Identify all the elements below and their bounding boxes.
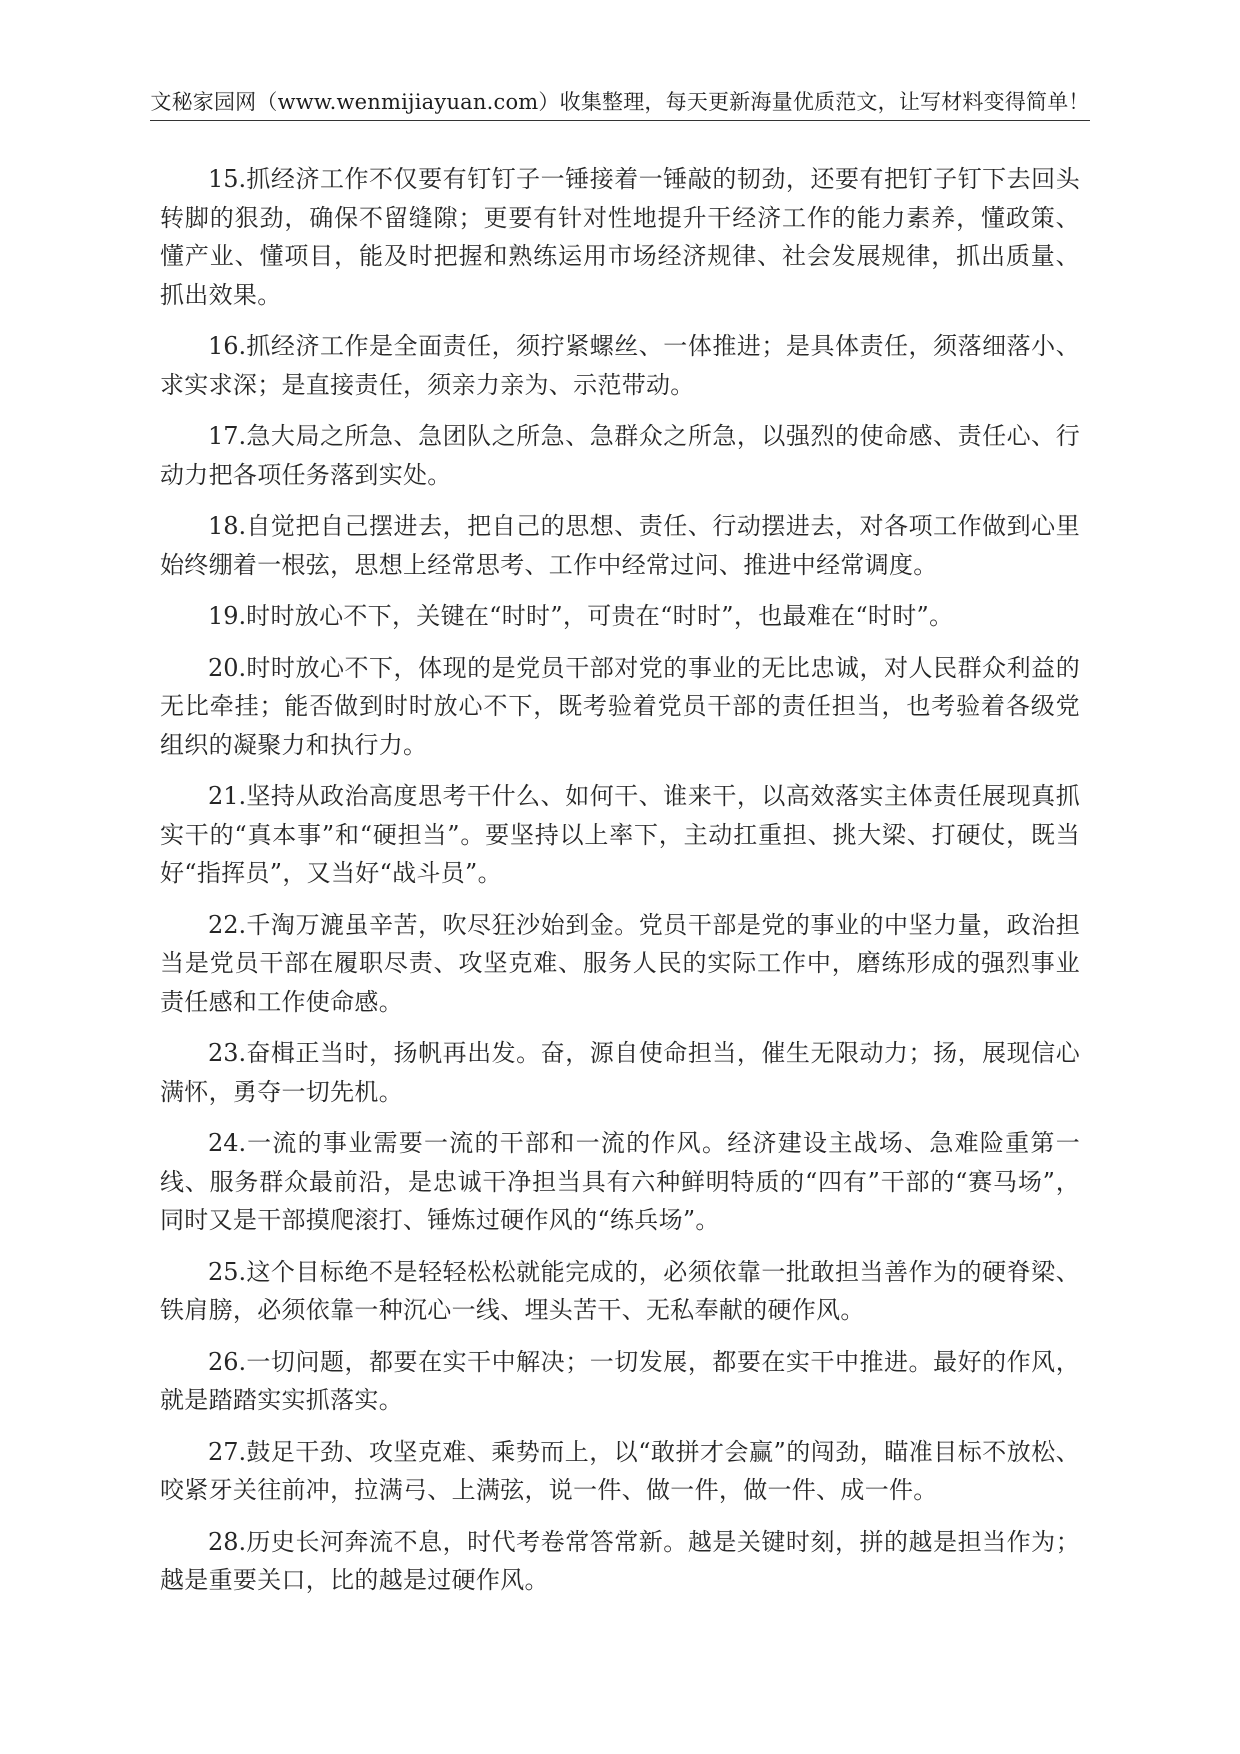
paragraph-text: 抓经济工作不仅要有钉钉子一锤接着一锤敲的韧劲，还要有把钉子钉下去回头转脚的狠劲，确保不留缝隙；更要有针对性地提升干经济工作的能力素养，懂政策、懂产业、懂项目，能及时把握和熟练运用市场经济规律、社会发展规律，抓出质量、抓出效果。 (160, 165, 1080, 309)
paragraph-17 (160, 417, 1080, 494)
paragraph-number: 26. (208, 1347, 247, 1376)
paragraph-text: 坚持从政治高度思考干什么、如何干、谁来干，以高效落实主体责任展现真抓实干的“真本事”和“硬担当”。要坚持以上率下，主动扛重担、挑大梁、打硬仗，既当好“指挥员”，又当好“战斗员”。 (160, 782, 1080, 887)
paragraph-number: 17. (208, 422, 247, 450)
paragraph-18 (160, 507, 1080, 584)
paragraph-text: 时时放心不下，关键在“时时”，可贵在“时时”，也最难在“时时”。 (246, 602, 954, 630)
paragraph-number: 22. (208, 910, 247, 939)
paragraph-text: 一切问题，都要在实干中解决；一切发展，都要在实干中推进。最好的作风，就是踏踏实实抓落实。 (160, 1347, 1080, 1414)
paragraph-number: 16. (208, 332, 247, 360)
paragraph-26 (160, 1343, 1080, 1420)
paragraph-20 (160, 649, 1080, 765)
paragraph-text: 自觉把自己摆进去，把自己的思想、责任、行动摆进去，对各项工作做到心里始终绷着一根弦，思想上经常思考、工作中经常过问、推进中经常调度。 (160, 512, 1080, 579)
paragraph-21 (160, 777, 1080, 893)
paragraph-number: 28. (208, 1527, 247, 1556)
paragraph-27 (160, 1433, 1080, 1510)
paragraph-number: 25. (208, 1257, 247, 1286)
paragraph-text: 一流的事业需要一流的干部和一流的作风。经济建设主战场、急难险重第一线、服务群众最前沿，是忠诚干净担当具有六种鲜明特质的“四有”干部的“赛马场”，同时又是干部摸爬滚打、锤炼过硬作风的“练兵场”。 (160, 1129, 1080, 1234)
paragraph-19 (160, 597, 1080, 636)
paragraph-24 (160, 1124, 1080, 1240)
paragraph-25 (160, 1253, 1080, 1330)
paragraph-text: 奋楫正当时，扬帆再出发。奋，源自使命担当，催生无限动力；扬，展现信心满怀，勇夺一切先机。 (160, 1039, 1080, 1106)
paragraph-text: 时时放心不下，体现的是党员干部对党的事业的无比忠诚，对人民群众利益的无比牵挂；能否做到时时放心不下，既考验着党员干部的责任担当，也考验着各级党组织的凝聚力和执行力。 (160, 653, 1080, 759)
paragraph-text: 鼓足干劲、攻坚克难、乘势而上，以“敢拼才会赢”的闯劲，瞄准目标不放松、咬紧牙关往前冲，拉满弓、上满弦，说一件、做一件，做一件、成一件。 (160, 1437, 1080, 1504)
document-body (160, 160, 1080, 1613)
paragraph-number: 15. (208, 165, 247, 193)
paragraph-16 (160, 327, 1080, 404)
paragraph-number: 24. (208, 1129, 247, 1157)
paragraph-number: 18. (208, 512, 247, 540)
paragraph-number: 20. (208, 653, 247, 682)
paragraph-text: 这个目标绝不是轻轻松松就能完成的，必须依靠一批敢担当善作为的硬脊梁、铁肩膀，必须依靠一种沉心一线、埋头苦干、无私奉献的硬作风。 (160, 1257, 1080, 1324)
paragraph-23 (160, 1034, 1080, 1111)
paragraph-text: 千淘万漉虽辛苦，吹尽狂沙始到金。党员干部是党的事业的中坚力量，政治担当是党员干部在履职尽责、攻坚克难、服务人民的实际工作中，磨练形成的强烈事业责任感和工作使命感。 (160, 910, 1080, 1016)
paragraph-text: 急大局之所急、急团队之所急、急群众之所急，以强烈的使命感、责任心、行动力把各项任务落到实处。 (160, 422, 1080, 489)
paragraph-number: 27. (208, 1437, 247, 1466)
paragraph-15 (160, 160, 1080, 314)
paragraph-number: 21. (208, 782, 247, 810)
paragraph-text: 抓经济工作是全面责任，须拧紧螺丝、一体推进；是具体责任，须落细落小、求实求深；是直接责任，须亲力亲为、示范带动。 (160, 332, 1080, 399)
paragraph-number: 19. (208, 602, 247, 630)
paragraph-28 (160, 1523, 1080, 1600)
page-header: 文秘家园网（www.wenmijiayuan.com）收集整理，每天更新海量优质范文，让写材料变得简单！ (150, 86, 1090, 121)
paragraph-text: 历史长河奔流不息，时代考卷常答常新。越是关键时刻，拼的越是担当作为；越是重要关口，比的越是过硬作风。 (160, 1527, 1080, 1594)
paragraph-number: 23. (208, 1039, 247, 1067)
paragraph-22 (160, 906, 1080, 1022)
